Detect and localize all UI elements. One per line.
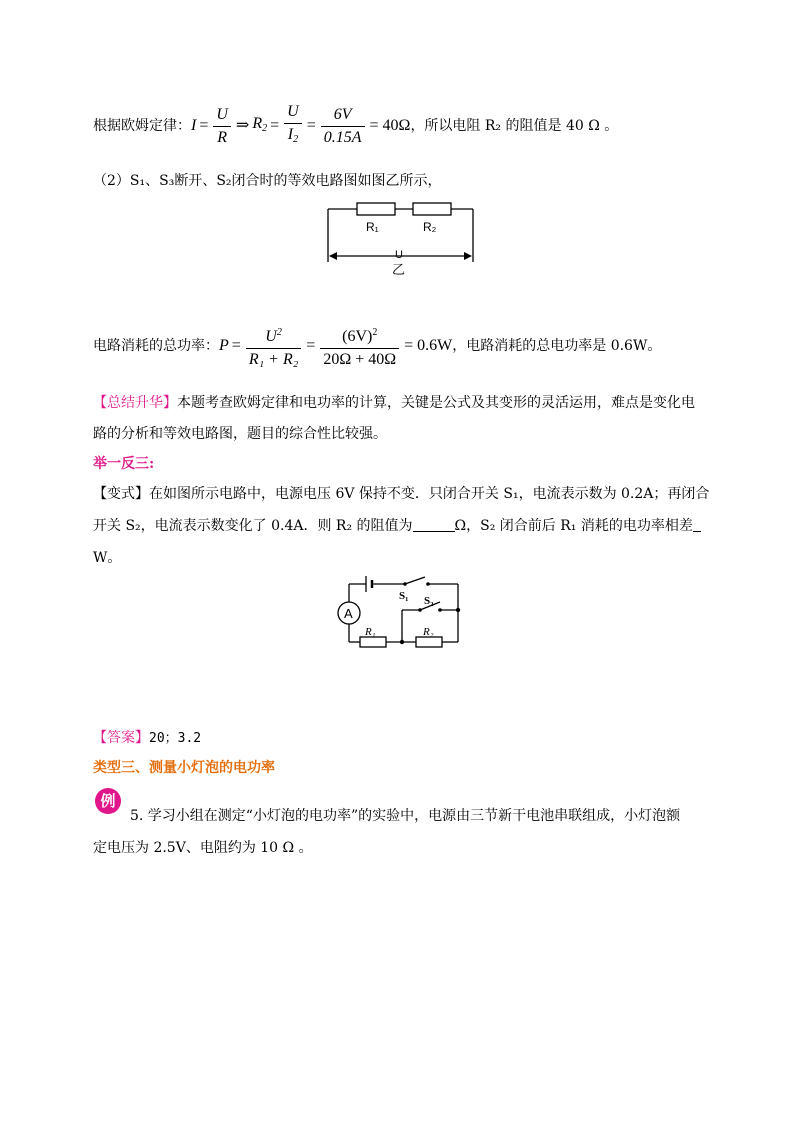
practice-heading: 举一反三: (93, 456, 155, 472)
answer-blank-1 (413, 517, 455, 532)
power-prefix: 电路消耗的总功率： (93, 338, 219, 354)
ohm-suffix: ，所以电阻 R₂ 的阻值是 40 Ω 。 (410, 118, 619, 134)
arrow-right-icon (464, 252, 472, 260)
answer-line (93, 728, 201, 749)
frac-numerator: U (284, 101, 302, 124)
figure-yi-circuit (320, 200, 480, 280)
junction-dot (456, 608, 460, 612)
frac-denominator: R₁ + R₂ (248, 350, 299, 368)
switch-contact-dot (403, 582, 407, 586)
label-s2: S₂ (424, 595, 434, 607)
variant-line-3: W。 (93, 550, 122, 566)
type3-heading: 类型三、测量小灯泡的电功率 (93, 760, 275, 776)
answer-text: 20；3.2 (149, 731, 202, 746)
equals-sign: = (306, 117, 316, 134)
label-r1: R₁ (366, 220, 379, 234)
fraction-6v-over-015a (321, 104, 365, 149)
label-r1: R₁ (365, 626, 376, 638)
ohm-prefix: 根据欧姆定律： (93, 118, 191, 134)
summary-line-2: 路的分析和等效电路图，题目的综合性比较强。 (93, 426, 387, 442)
ohm-law-line (93, 103, 619, 146)
answer-blank-2 (693, 517, 701, 532)
frac-numerator: 6V (321, 104, 365, 127)
fraction-u2-over-r1r2 (246, 322, 301, 371)
summary-tag: 【总结升华】 (93, 395, 177, 411)
figure-circuit (330, 572, 470, 652)
equals-sign: = (270, 117, 280, 134)
fraction-6v2-over-60ohm (320, 322, 399, 371)
switch-contact-dot (426, 582, 430, 586)
ohm-result: = 40Ω (369, 117, 411, 134)
example-line-1: 5. 学习小组在测定“小灯泡的电功率”的实验中，电源由三节新干电池串联组成，小灯泡额 (130, 808, 681, 824)
answer-tag: 【答案】 (93, 730, 149, 746)
label-u: U (395, 249, 403, 261)
frac-denominator: 20Ω + 40Ω (323, 350, 397, 368)
frac-denominator: $I_2$ (287, 126, 299, 145)
resistor-r1 (357, 203, 395, 215)
frac-denominator: 0.15A (323, 128, 362, 146)
variant-line-1: 【变式】在如图所示电路中，电源电压 6V 保持不变．只闭合开关 S₁，电流表示数为 0.2A；再闭合 (93, 486, 710, 502)
caption-yi: 乙 (392, 263, 406, 278)
resistor-r1 (360, 637, 386, 647)
switch-contact-dot (418, 608, 422, 612)
example-line-2: 定电压为 2.5V、电阻约为 10 Ω 。 (93, 840, 313, 856)
summary-line-1: 【总结升华】本题考查欧姆定律和电功率的计算，关键是公式及其变形的灵活运用，难点是变化电 (93, 395, 695, 411)
ammeter-label: A (344, 606, 353, 621)
arrow-left-icon (329, 252, 337, 260)
label-r2: R₂ (423, 626, 434, 638)
resistor-r2 (413, 203, 451, 215)
fraction-u-over-i2 (284, 101, 302, 151)
variant-line-2: 开关 S₂，电流表示数变化了 0.4A．则 R₂ 的阻值为 Ω，S₂ 闭合前后 R₁ 消耗的电功率相差 (93, 516, 701, 536)
fraction-u-over-r (213, 104, 231, 149)
equals-sign: = (199, 117, 209, 134)
resistor-r2 (416, 637, 442, 647)
label-r2: R₂ (423, 220, 437, 234)
frac-numerator: $(6V)^2$ (320, 322, 399, 349)
switch-contact-dot (438, 608, 442, 612)
junction-dot (400, 640, 404, 644)
symbol-p: P (219, 337, 229, 354)
frac-denominator: R (217, 128, 228, 146)
symbol-i: I (191, 117, 197, 134)
equals-sign: = (306, 337, 316, 354)
variant-tag: 【变式】 (93, 486, 149, 502)
power-result: = 0.6W (404, 337, 453, 354)
frac-numerator: U (213, 104, 231, 127)
example-badge-icon: 例 (95, 788, 121, 814)
label-s1: S₁ (399, 590, 409, 602)
equals-sign: = (231, 337, 241, 354)
frac-numerator: $U^2$ (246, 322, 301, 349)
implies-arrow: ⇒ (235, 117, 250, 134)
symbol-r2: $R_2$ (252, 114, 268, 134)
power-line (93, 324, 661, 368)
power-suffix: ，电路消耗的总电功率是 0.6W。 (452, 338, 662, 354)
part2-text: （2）S₁、S₃断开、S₂闭合时的等效电路图如图乙所示， (93, 173, 442, 189)
